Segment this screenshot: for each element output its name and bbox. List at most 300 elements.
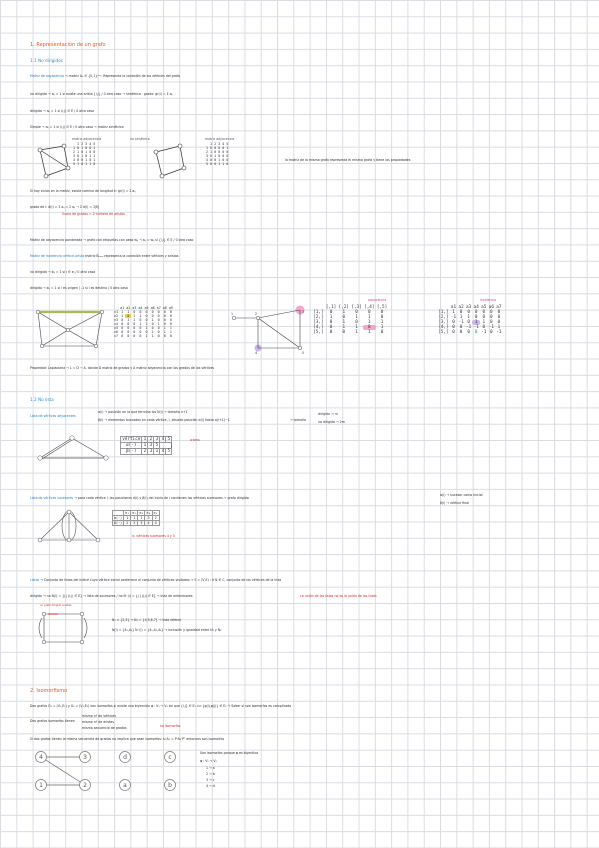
inc-cell: 0 — [157, 334, 160, 338]
incm-cell: 0 — [497, 310, 501, 315]
mat3-header-5: 5 — [226, 142, 229, 146]
graph-diagram-undirected — [34, 142, 74, 182]
incm-cell: 0 — [452, 325, 455, 330]
ab1-beta-cell: 2 — [143, 449, 147, 454]
mat3-cell: 1 — [218, 158, 221, 162]
inc-cell: 0 — [121, 322, 124, 326]
successor-table — [112, 510, 160, 526]
incm-cell: 0 — [452, 320, 455, 325]
inc-cell: 0 — [127, 334, 130, 338]
section-title-2: 2. Isomorfismo — [30, 688, 68, 694]
mat1-cell: 1 — [89, 162, 92, 166]
incidence-heading: Matriz de incidencia vértice-arista — [30, 254, 85, 258]
mat3-cell: 0 — [210, 158, 213, 162]
mapping-2: 2 → b — [206, 772, 215, 776]
inc-cell: 0 — [157, 314, 160, 318]
mat3-cell: 0 — [210, 146, 213, 150]
adj-cell: 0 — [355, 320, 358, 325]
mat3-header-1: 1 — [210, 142, 213, 146]
incm-cell: 0 — [490, 315, 493, 320]
adj-cell: 0 — [363, 325, 376, 330]
links-heading: Listas — [30, 578, 40, 582]
isomorphism-prop-1: mismo nº de vértices — [82, 714, 116, 718]
ab2-beta-cell: 3 — [131, 521, 138, 526]
mat3-cell: 1 — [222, 162, 225, 166]
incm-cell: 0 — [467, 310, 470, 315]
list-alpha: α(i) → posición en la que termina los N(i) → tamaño n+1 — [98, 410, 188, 414]
incm-cell: 0 — [452, 330, 455, 335]
ab2-alpha-cell: 1 — [124, 516, 131, 521]
mat3-cell: 0 — [214, 146, 217, 150]
mat1-cell: 0 — [77, 158, 80, 162]
adj-header-5: [,5] — [376, 305, 388, 310]
g2-node-a: a — [123, 782, 127, 789]
adj-cell: 0 — [342, 315, 346, 320]
mat3-header-2: 2 — [214, 142, 217, 146]
inc-cell: 0 — [127, 330, 130, 334]
adj-cell: 1 — [368, 330, 371, 335]
isomorphism-prop-3: misma secuencia de grados — [82, 726, 127, 730]
inc-cell: 1 — [157, 322, 160, 326]
mat3-cell: 0 — [218, 150, 221, 154]
isomorphism-line: Si dos grafos tienen la misma secuencia de grados no implica que sean isomorfos: si A₁ = P·A₂·Pᵀ entonces son isomorfos — [30, 737, 225, 741]
table-label: a·bms — [190, 438, 200, 442]
inc-cell: 0 — [163, 314, 166, 318]
mat3-cell: 0 — [218, 146, 221, 150]
inc-cell: 0 — [157, 310, 160, 314]
ab2-header-4: e₄ — [146, 511, 151, 515]
undirected-label: no dirigido — [30, 92, 47, 96]
adj-cell: 1 — [329, 315, 333, 320]
inc-cell: 0 — [151, 310, 154, 314]
adj-heading: Matriz de adyacencia — [30, 74, 64, 78]
ab2-header-2: e₂ — [132, 511, 137, 515]
adj-row — [312, 330, 388, 335]
inc-cell: 0 — [127, 326, 130, 330]
mat1-cell: 1 — [73, 146, 76, 150]
mat1-cell: 1 — [85, 158, 88, 162]
ab2-header-5: e₅ — [153, 511, 158, 515]
incm-cell: 0 — [474, 315, 478, 320]
mat1-cell: 1 — [93, 154, 96, 158]
inc-header-9: a9 — [168, 306, 173, 310]
adj-cell: [3,] — [313, 320, 324, 325]
inc-cell: 0 — [139, 326, 142, 330]
adj-cell: 1 — [342, 320, 346, 325]
adj-cell: 0 — [368, 310, 371, 315]
mat3-cell: 1 — [226, 146, 229, 150]
inc-cell: 0 — [151, 322, 154, 326]
inc-header-5: a5 — [144, 306, 149, 310]
adj-cell: 1 — [355, 325, 358, 330]
graph-lens-diagram — [34, 508, 104, 546]
inc-cell: 0 — [133, 310, 136, 314]
incidence-matrix-2 — [437, 305, 503, 335]
directed-formula: aᵢⱼ = 1 si (i,j) ∈ E / 0 otro caso — [46, 109, 95, 113]
incm-cell: 0 — [459, 325, 463, 330]
laplacian-line: Propiedad: Laplaciana → L = D − A, donde D matriz de grados y A matriz adyacencia con los grados de los vértices — [30, 366, 215, 370]
inc-cell: 1 — [151, 330, 154, 334]
mat3-header-3: 3 — [218, 142, 221, 146]
mat1-cell: 4 — [73, 158, 76, 162]
adj-cell: [5,] — [313, 330, 324, 335]
mat1-cell: 1 — [89, 154, 92, 158]
inc-cell: 0 — [145, 314, 148, 318]
mat3-header-4: 4 — [222, 142, 225, 146]
inc-cell: 0 — [163, 310, 166, 314]
inc-cell: 0 — [139, 334, 142, 338]
inc-cell: 0 — [145, 318, 148, 322]
ab2-beta-cell: 4 — [152, 521, 159, 526]
ab2-alpha-cell: 2 — [152, 516, 159, 521]
adjacency-matrix-2 — [205, 142, 229, 166]
mat1-cell: 3 — [73, 154, 76, 158]
adj-cell: 0 — [355, 310, 358, 315]
incm-row — [437, 330, 503, 335]
inc-cell: 1 — [145, 334, 148, 338]
incm-cell: [2,] — [438, 315, 449, 320]
incm-cell: -1 — [473, 325, 479, 330]
adj-cell: [4,] — [313, 325, 324, 330]
inc-cell: 0 — [133, 334, 136, 338]
g1-node-3: 3 — [83, 754, 87, 761]
ab2-beta-cell: 4 — [145, 521, 152, 526]
successor-heading: Lista de vértices sucesores — [30, 496, 74, 500]
incm-header-6: a6 — [488, 305, 494, 310]
mat1-cell: 0 — [89, 158, 92, 162]
mat3-cell: 1 — [210, 150, 213, 154]
inc-cell: 1 — [163, 326, 166, 330]
mapping-4: 4 → d — [206, 784, 215, 788]
ab2-beta-cell: β(·) — [114, 521, 123, 525]
adj-cell: 0 — [329, 330, 333, 335]
adj-cell: 1 — [355, 330, 358, 335]
mat3-cell: 0 — [214, 162, 217, 166]
incm-header-5: a5 — [481, 305, 487, 310]
incm-cell: 0 — [459, 310, 463, 315]
list-note: → tamaño — [290, 418, 306, 422]
inc-cell: 0 — [163, 318, 166, 322]
inc-cell: 0 — [121, 330, 124, 334]
g1-node-4: 4 — [39, 754, 43, 761]
ab1-alpha-cell: 3 — [149, 443, 153, 448]
mat1-header-1: 1 — [77, 142, 80, 146]
mat1-cell: 1 — [77, 150, 80, 154]
inc-cell: 1 — [133, 318, 136, 322]
incm-cell: 0 — [497, 320, 501, 325]
ab1-header-4: 4 — [161, 437, 165, 442]
mat3-cell: 0 — [210, 162, 213, 166]
ab2-alpha-cell: α(·) — [114, 516, 123, 520]
subsection-title-2: 1.2 No lista — [30, 397, 54, 402]
mat3-cell: 0 — [210, 154, 213, 158]
mapping-3: 3 → c — [206, 778, 215, 782]
side-note: la matriz de la misma grafo representa el mismo grafo y tiene las propiedades — [285, 158, 411, 162]
inc-cell: 1 — [163, 330, 166, 334]
inc-cell: 1 — [145, 326, 148, 330]
mat1-cell: 2 — [73, 150, 76, 154]
ab2-beta-cell: 3 — [138, 521, 145, 526]
inc-cell: 0 — [121, 318, 124, 322]
mat1-cell: 0 — [81, 150, 84, 154]
svg-text:3: 3 — [302, 310, 305, 314]
inc-cell: 0 — [151, 314, 154, 318]
mat3-cell: 0 — [218, 154, 221, 158]
ab1-alpha-cell: 1 — [143, 443, 147, 448]
inc-cell: 0 — [145, 330, 148, 334]
inc-cell: 0 — [157, 330, 160, 334]
inc-header-8: a8 — [162, 306, 167, 310]
graph-diagram-incidence — [32, 306, 110, 354]
mat1-header-4: 4 — [89, 142, 92, 146]
ab1-header-3: 3 — [155, 437, 159, 442]
inc-cell: 0 — [133, 330, 136, 334]
ab1-alpha-cell: 5 — [155, 443, 159, 448]
adj-cell: 1 — [368, 320, 371, 325]
adjacency-matrix-title: adyacencia — [368, 298, 387, 302]
inc-header-1: a1 — [120, 306, 125, 310]
inc-cell: 1 — [127, 318, 130, 322]
links-desc: → Conjunto de listas del índice cuyo vértice inicial pertenece al conjunto de vértices visitados → S = (V,E) : ∀ N ∈ C, conjunto de los vértices de la lista — [40, 578, 282, 582]
inc-header-3: a3 — [132, 306, 137, 310]
simple-formula: aᵢⱼ = 1 si (i,j) ∈ E / 0 otro caso → matriz simétrica — [45, 125, 124, 129]
incm-cell: 0 — [490, 310, 493, 315]
successor-desc: → para cada vértice i, las posiciones d(i) y β(i) del inicio de i contienen los vértices sucesores → grafo dirigido — [74, 496, 249, 500]
undirected-note: → simétrica · grado: gr(i) = Σ aᵢⱼ — [122, 92, 173, 96]
mat3-cell: 1 — [218, 162, 221, 166]
inc-cell: 0 — [163, 334, 166, 338]
mat3-cell: 4 — [206, 158, 209, 162]
inc-header-2: a2 — [126, 306, 131, 310]
inc-cell: 0 — [157, 318, 160, 322]
isomorphism-props-intro: Dos grafos isomorfos tienen — [30, 719, 75, 723]
alpha-beta-table — [120, 436, 172, 455]
successor-side-2: β(i) → vértice final — [440, 501, 469, 505]
incm-cell: 0 — [482, 310, 486, 315]
incm-cell: 1 — [482, 320, 486, 325]
mat3-cell: 0 — [222, 158, 225, 162]
mat3-cell: 0 — [226, 154, 229, 158]
isomorphism-definition: Dos grafos G₁ = (V₁,E₁) y G₂ = (V₂,E₂) son isomorfos si existe una biyección φ : V₁ → V₂ tal que {i,j} ∈ E₁ ⟺ {φ(i),φ(j)} ∈ E₂ → Saber si son isomorfos es complicado — [30, 704, 292, 708]
incm-cell: -1 — [488, 325, 494, 330]
incm-cell: -1 — [496, 330, 502, 335]
mat3-cell: 3 — [206, 154, 209, 158]
mat3-cell: 0 — [226, 150, 229, 154]
isomorphism-red-note: no isomorfos — [160, 724, 181, 728]
graph-diagram-directed — [150, 142, 190, 182]
inc-cell: 1 — [127, 310, 130, 314]
adj-cell: 1 — [368, 315, 371, 320]
subsection-title: 1.1 No dirigidos — [30, 58, 63, 63]
ab2-alpha-cell: 1 — [131, 516, 138, 521]
ab1-alpha-cell: α(·) — [121, 443, 142, 449]
links-set-2: N(i) = {4₂,4₃} N⁻(i) = {4₁,4₂,4₃} → inclusión y igualdad entre N₁ y N₂ — [112, 628, 222, 632]
inc-cell: v1 — [114, 310, 119, 314]
incm-cell: 0 — [467, 330, 470, 335]
ab1-beta-cell: 5 — [167, 449, 171, 454]
adj-cell: 0 — [380, 330, 384, 335]
successor-side-1: α(i) → sucesor como inicial — [440, 493, 483, 497]
mat1-cell: 0 — [89, 146, 92, 150]
ab1-header-0: vértice — [122, 437, 141, 442]
links-red-note: La unión de las listas no es la unión de las listas — [300, 594, 377, 598]
inc-header-6: a6 — [150, 306, 155, 310]
inc-cell: v7 — [114, 334, 119, 338]
adj-cell: 0 — [380, 310, 384, 315]
incidence-directed: dirigido → bᵢⱼ = 1 si i es origen / -1 si i es destino / 0 otro caso — [30, 286, 128, 290]
mat1-header-2: 2 — [81, 142, 84, 146]
grade-line: grado de i: d(i) = Σ aᵢⱼ = Σ aⱼᵢ → Σ d(i) = 2|E| — [30, 205, 100, 209]
ab1-header-1: 1 — [143, 437, 147, 442]
incidence-matrix-1 — [113, 306, 174, 338]
inc-cell: 0 — [125, 314, 131, 318]
isomorphism-prop-2: mismo nº de aristas — [82, 720, 114, 724]
incm-cell: 1 — [472, 320, 480, 325]
directed-label: dirigido — [30, 109, 42, 113]
mat1-header-5: 5 — [93, 142, 96, 146]
notebook-page: 1. Representación de un grafo 1.1 No dirigidos Matriz de adyacencia → matriz Aᵤ ∈ {0,1}ⁿˣⁿ. Representa la conexión de los vértices del grafo no dirigido → aᵢⱼ = 1 si existe una arista {i,j} / 0 otro caso → simétrica · grado: gr(i) = Σ aᵢⱼ dirigido → aᵢⱼ = 1 si (i,j) ∈ E / 0 otro caso Simple → aᵢⱼ = 1 si (i,j) ∈ E / 0 otro caso → matriz simétrica matriz adyacencia 1 2 3 4 5 1 0 1 0 0 1 2 1 0 1 0 0 3 0 1 0 1 1 4 0 0 1 0 1 5 1 0 1 1 0 no simétrica matriz adyacencia 1 2 3 4 5 1 0 0 0 0 1 2 1 0 0 0 0 3 0 1 0 0 0 4 0 0 1 0 0 5 0 0 1 1 0 la matriz de la misma grafo representa el mismo grafo y tiene las propiedades Si hay ciclos en la matriz, existe camino de longitud k: gr(i) = Σ aᵢⱼ grado de i: d(i) = Σ aᵢⱼ = Σ aⱼᵢ → Σ d(i) = 2|E| Suma de grados = 2·número de aristas Matriz de adyacencia ponderada → grafo con etiquetas con peso wᵢⱼ → aᵢⱼ = wᵢⱼ si {i,j} ∈ E / 0 otro caso Matriz de incidencia vértice-arista matriz Bₙₓₘ representa la conexión entre vértices y aristas no dirigido → bᵢⱼ = 1 si i ∈ eⱼ / 0 otro caso dirigido → bᵢⱼ = 1 si i es origen / -1 si i es destino / 0 otro caso a1 a2 a3 a4 a5 a6 a7 a8 a9 v1 1 1 0 0 0 0 0 0 0 v2 1 0 1 1 0 0 0 0 0 v3 0 1 1 0 0 1 0 0 0 v4 0 0 0 1 1 0 1 0 0 v5 0 0 0 0 1 0 0 1 1 v6 0 0 0 0 0 1 0 1 1 v7 0 0 0 0 1 1 0 0 0 1 2 3 4 5 adyacencia [,1] [,2] [,3] [,4] [,5] [1,] 0 1 0 0 0 [2,] 1 0 1 1 0 [3,] 0 1 0 1 1 [4,] 0 1 1 0 1 [5,] 0 0 1 1 0 incidencia a1 a2 a3 a4 a5 a6 a7 [1,] 1 0 0 0 0 0 0 [2,] -1 1 1 0 0 0 0 [3,] 0 -1 0 1 1 0 0 [4,] 0 0 -1 -1 0 -1 1 [5,] 0 0 0 0 -1 0 -1 Propiedad: Laplaciana → L = D − A, donde D matriz de grados y A matriz adyacencia con los grados de los vértices 1.2 No lista Lista de vértices adyacentes α(i) → posición en la que termina los N(i) → tamaño n+1 β(i) → elementos buscados en cada vértice, i, situado posición α(i) hasta α(i+1)−1 → tamaño dirigido → m no dirigido → 2m vértice 1 2 3 4 5 α(·) 1 3 5 β(·) 2 3 1 4 5 a·bms Lista de vértices sucesores → para cada vértice i, las posiciones d(i) y β(i) del inicio de i contienen los vértices sucesores → grafo dirigido α(i) → sucesor como inicial β(i) → vértice final e₁ e₂ e₃ e₄ e₅ α(·) 1 1 1 3 2 β(·) 2 3 3 4 4 n₁ vértices sucesores 4 y 5 Listas → Conjunto de listas del índice cuyo vértice inicial pertenece al conjunto de vértices visitados → S = (V,E) : ∀ N ∈ C, conjunto de los vértices de la lista dirigido → no N(i) = {j | (i,j) ∈ E} → lista de sucesores / no N⁻(i) = {j | (j,i) ∈ E} → lista de antecesores La unión de las listas no es la unión de las listas no grafo dirigido a listas N₁ = {2,3} → N₂ = {4,5,6,7} → lista vértice N(i) = {4₂,4₃} N⁻(i) = {4₁,4₂,4₃} → inclusión y igualdad entre N₁ y N₂ 2. Isomorfismo Dos grafos G₁ = (V₁,E₁) y G₂ = (V₂,E₂) son isomorfos si existe una biyección φ : V₁ → V₂ tal que {i,j} ∈ E₁ ⟺ {φ(i),φ(j)} ∈ E₂ → Saber si son isomorfos es complicado Dos grafos isomorfos tienen mismo nº de vértices mismo nº de aristas misma secuencia de grados no isomorfos Si dos grafos tienen la misma secuencia de grados no implica que sean isomorfos: si A₁ = P·A₂·Pᵀ entonces son isomorfos 4 3 1 2 d c a b Son isomorfos porque φ es biyectiva φ : V₁ → V₂ 1 → a 2 → b 3 → c 4 → d — [0, 0, 599, 848]
section-title: 1. Representación de un grafo — [30, 42, 106, 48]
g2-node-d: d — [123, 754, 127, 761]
graph-linked-list-diagram — [38, 608, 94, 650]
inc-cell: 0 — [139, 310, 142, 314]
mat3-cell: 1 — [214, 154, 217, 158]
inc-cell: 1 — [145, 322, 148, 326]
ab1-header-5: 5 — [167, 437, 171, 442]
list-side-directed: dirigido → m — [318, 412, 338, 416]
incm-cell: -1 — [481, 330, 487, 335]
ab2-alpha-cell: 1 — [138, 516, 145, 521]
mat1-cell: 1 — [77, 162, 80, 166]
incidence-desc: matriz Bₙₓₘ representa la conexión entre vértices y aristas — [85, 254, 179, 258]
mat1-cell: 1 — [93, 146, 96, 150]
incidence-undirected: no dirigido → bᵢⱼ = 1 si i ∈ eⱼ / 0 otro caso — [30, 270, 96, 274]
incm-cell: [4,] — [438, 325, 449, 330]
mat1-cell: 1 — [81, 146, 84, 150]
graph-diagram-directed-2 — [228, 304, 308, 354]
inc-cell: 1 — [139, 322, 142, 326]
inc-cell: 1 — [121, 314, 124, 318]
inc-cell: 1 — [169, 330, 172, 334]
adj-header-2: [,2] — [338, 305, 350, 310]
adj-cell: 0 — [342, 330, 346, 335]
g2-node-b: b — [168, 782, 172, 789]
inc-cell: 1 — [169, 326, 172, 330]
adj-cell: 0 — [329, 320, 333, 325]
mat1-cell: 1 — [85, 150, 88, 154]
inc-cell: 0 — [169, 318, 172, 322]
ab1-beta-cell: 4 — [161, 449, 165, 454]
incm-cell: 0 — [467, 320, 470, 325]
list-side-undirected: no dirigido → 2m — [318, 420, 345, 424]
inc-cell: 0 — [151, 326, 154, 330]
ab1-beta-cell: 3 — [149, 449, 153, 454]
incidence-matrix-title: incidencia — [480, 298, 497, 302]
cycle-note: Si hay ciclos en la matriz, existe camino de longitud k: gr(i) = Σ aᵢⱼ — [30, 189, 136, 193]
mat3-cell: 2 — [206, 150, 209, 154]
incm-cell: 1 — [459, 315, 463, 320]
grade-red-note: Suma de grados = 2·número de aristas — [62, 212, 125, 216]
mapping-head: φ : V₁ → V₂ — [200, 759, 217, 763]
links-set-1: N₁ = {2,3} → N₂ = {4,5,6,7} → lista vértice — [112, 618, 182, 622]
adj-cell: 1 — [355, 315, 358, 320]
inc-header-7: a7 — [156, 306, 161, 310]
adj-cell: 1 — [380, 325, 384, 330]
mat1-cell: 1 — [81, 154, 84, 158]
ab2-beta-cell: 2 — [124, 521, 131, 526]
adj-cell: 0 — [329, 325, 333, 330]
inc-cell: 0 — [163, 322, 166, 326]
incm-cell: 1 — [467, 315, 470, 320]
mat3-row — [205, 162, 229, 166]
incm-header-2: a2 — [458, 305, 464, 310]
adj-desc: → matriz Aᵤ ∈ {0,1}ⁿˣⁿ. Representa la conexión de los vértices del grafo — [65, 74, 181, 78]
mat1-row — [72, 162, 96, 166]
adj-header-4: [,4] — [364, 305, 375, 310]
mat3-cell: 1 — [206, 146, 209, 150]
inc-cell: 0 — [127, 322, 130, 326]
mat1-header-3: 3 — [85, 142, 88, 146]
svg-text:5: 5 — [302, 351, 305, 355]
mat3-cell: 0 — [226, 162, 229, 166]
inc-cell: 0 — [121, 326, 124, 330]
incm-cell: 0 — [490, 330, 493, 335]
mat3-cell: 0 — [214, 158, 217, 162]
svg-text:1: 1 — [231, 312, 234, 316]
mat1-cell: 0 — [81, 158, 84, 162]
adj-header-1: [,1] — [325, 305, 337, 310]
inc-cell: v6 — [114, 330, 119, 334]
incm-header-7: a7 — [496, 305, 502, 310]
ab1-beta-cell: 1 — [155, 449, 159, 454]
mat1-cell: 0 — [89, 150, 92, 154]
graph-triangle-diagram — [34, 434, 114, 464]
simple-label: Simple — [30, 125, 41, 129]
incm-header-3: a3 — [466, 305, 472, 310]
inc-cell: v2 — [114, 314, 119, 318]
ab2-alpha-cell: 3 — [145, 516, 152, 521]
inc-row — [113, 334, 174, 338]
mat1-cell: 1 — [93, 158, 96, 162]
inc-cell: 1 — [133, 314, 136, 318]
mat1-cell: 0 — [81, 162, 84, 166]
matrix-title-2: no simétrica — [130, 137, 150, 141]
links-small-note: no grafo dirigido a listas — [40, 604, 72, 607]
adj-cell: 0 — [329, 310, 333, 315]
matrix-title-3: matriz adyacencia — [205, 137, 235, 141]
incm-cell: 0 — [482, 325, 486, 330]
adj-cell: 1 — [380, 320, 384, 325]
isomorphic-graph-2 — [118, 750, 188, 792]
inc-cell: 0 — [169, 310, 172, 314]
mat3-cell: 5 — [206, 162, 209, 166]
g1-node-1: 1 — [39, 782, 43, 789]
incm-cell: 1 — [497, 325, 501, 330]
incm-cell: 0 — [490, 320, 493, 325]
inc-cell: 0 — [157, 326, 160, 330]
isomorphic-graph-1 — [34, 750, 94, 792]
incm-header-1: a1 — [450, 305, 457, 310]
incm-cell: 0 — [482, 315, 486, 320]
inc-cell: 1 — [151, 334, 154, 338]
incm-cell: [5,] — [438, 330, 449, 335]
inc-cell: 0 — [133, 326, 136, 330]
inc-cell: v5 — [114, 326, 119, 330]
adj-cell: 1 — [342, 310, 346, 315]
incm-cell: 0 — [497, 315, 501, 320]
mapping-1: 1 → a — [206, 766, 215, 770]
matrix-title: matriz adyacencia — [72, 137, 102, 141]
